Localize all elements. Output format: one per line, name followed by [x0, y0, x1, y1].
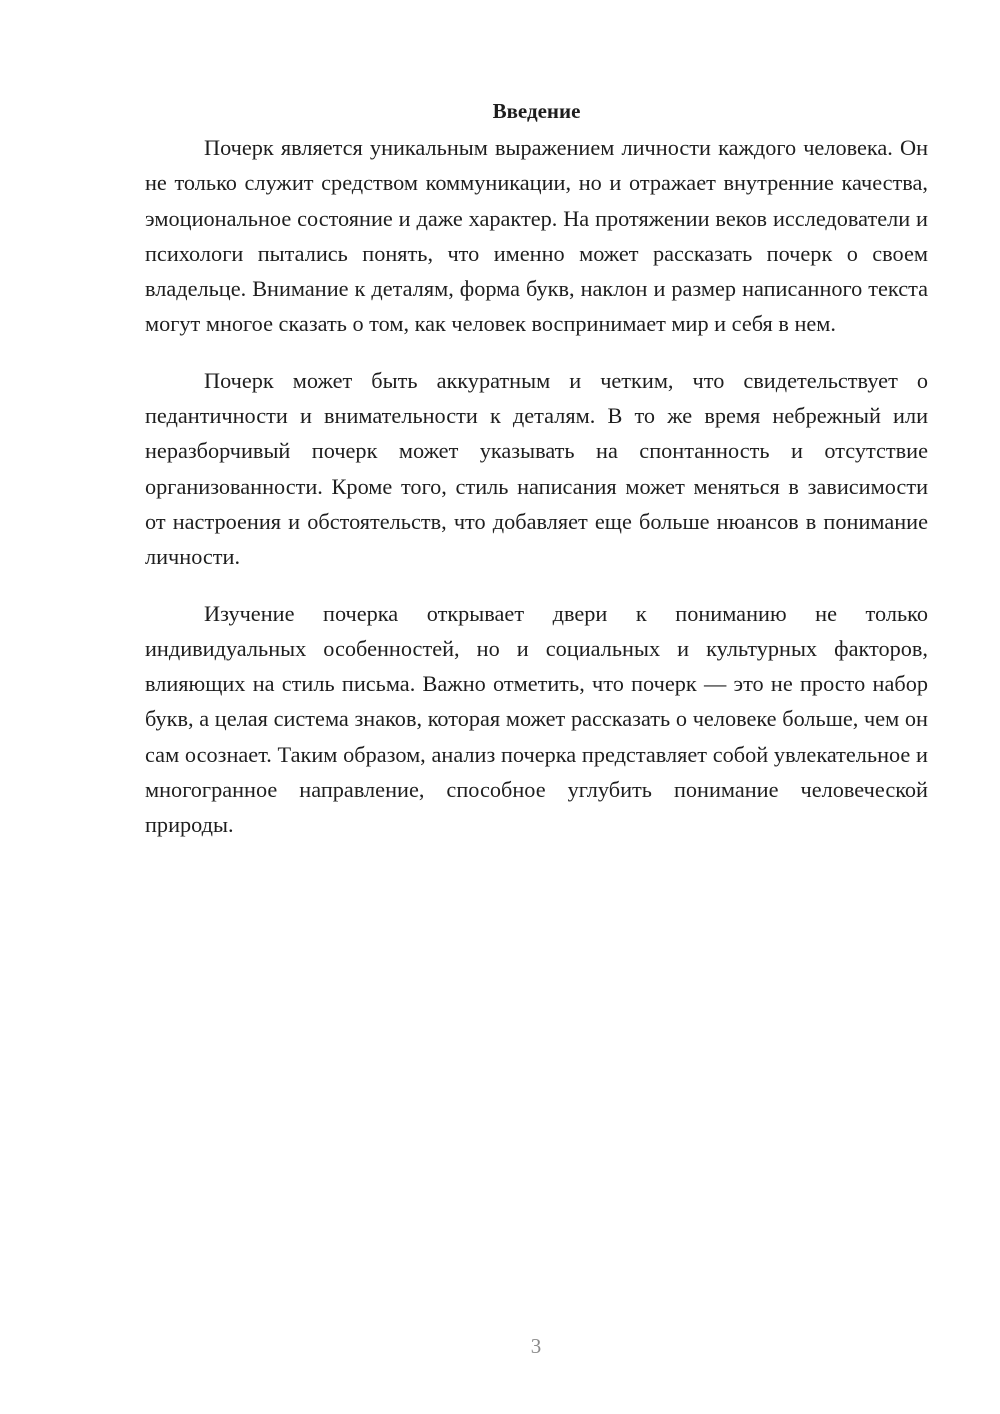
paragraph-3: Изучение почерка открывает двери к пониманию не только индивидуальных особенностей, но и социальных и культурных факторов, влияющих на стиль письма. Важно отметить, что почерк — это не просто набор букв, а целая система знаков, которая может рассказать о человеке больше, чем он сам осознает. Таким образом, анализ почерка представляет собой увлекательное и многогранное направление, способное углубить понимание человеческой природы.	[145, 600, 928, 838]
section-title: Введение	[492, 99, 581, 123]
paragraph-1: Почерк является уникальным выражением личности каждого человека. Он не только служит средством коммуникации, но и отражает внутренние качества, эмоциональное состояние и даже характер. На протяжении веков исследователи и психологи пытались понять, что именно может рассказать почерк о своем владельце. Внимание к деталям, форма букв, наклон и размер написанного текста могут многое сказать о том, как человек воспринимает мир и себя в нем.	[145, 135, 928, 337]
paragraph-2: Почерк может быть аккуратным и четким, что свидетельствует о педантичности и внимательности к деталям. В то же время небрежный или неразборчивый почерк может указывать на спонтанность и отсутствие организованности. Кроме того, стиль написания может меняться в зависимости от настроения и обстоятельств, что добавляет еще больше нюансов в понимание личности.	[145, 367, 928, 570]
page-number: 3	[530, 1334, 542, 1358]
page-content	[145, 96, 928, 864]
